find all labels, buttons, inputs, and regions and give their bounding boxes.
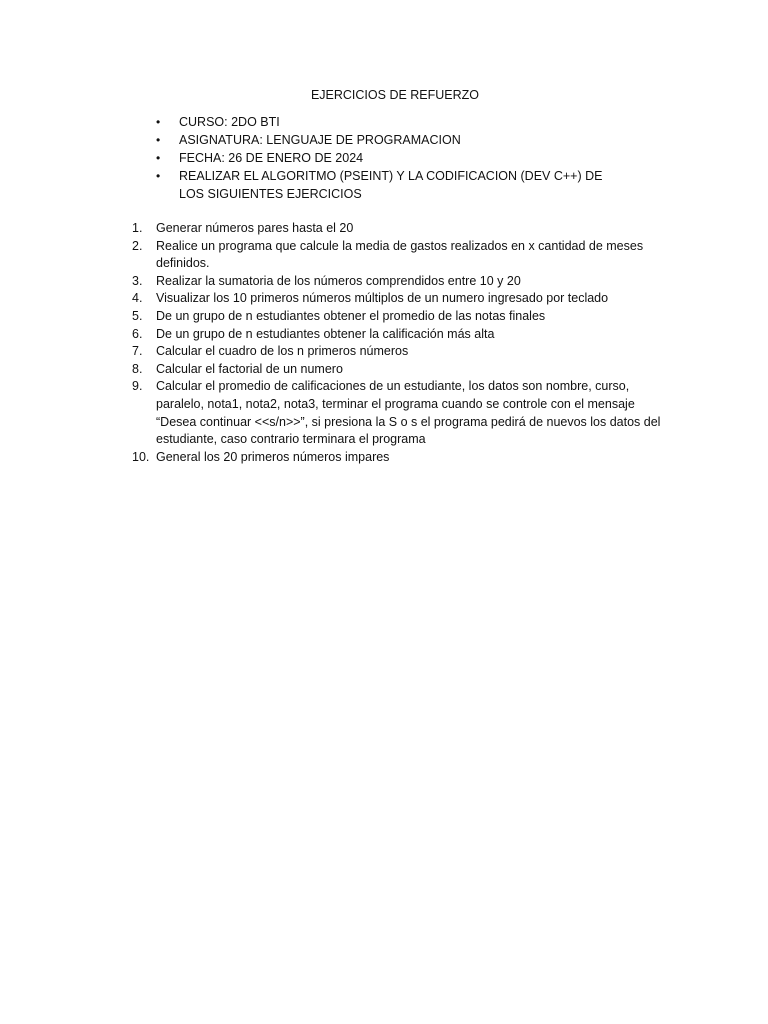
exercise-text: Realizar la sumatoria de los números comprendidos entre 10 y 20 <box>156 273 521 288</box>
exercise-number: 4. <box>132 291 143 306</box>
exercise-text: De un grupo de n estudiantes obtener la calificación más alta <box>156 326 495 341</box>
exercise-item <box>132 220 662 238</box>
course-info-text: FECHA: 26 DE ENERO DE 2024 <box>179 151 364 165</box>
exercise-text: General los 20 primeros números impares <box>156 449 390 464</box>
exercise-number: 1. <box>132 221 143 235</box>
exercise-text: Realice un programa que calcule la media de gastos realizados en x cantidad de meses definidos. <box>156 238 644 271</box>
exercise-item <box>132 343 662 361</box>
course-info-text: CURSO: 2DO BTI <box>179 115 280 129</box>
exercise-item <box>132 449 662 467</box>
bullet-icon: • <box>156 115 161 129</box>
exercise-text: Generar números pares hasta el 20 <box>156 221 354 235</box>
course-info-text: REALIZAR EL ALGORITMO (PSEINT) Y LA CODIFICACION (DEV C++) DE LOS SIGUIENTES EJERCICIOS <box>179 169 603 201</box>
exercise-text: Visualizar los 10 primeros números múltiplos de un numero ingresado por teclado <box>156 291 609 306</box>
exercise-number: 5. <box>132 308 143 323</box>
exercise-item <box>132 361 662 379</box>
exercise-number: 2. <box>132 238 143 253</box>
course-info-item <box>156 131 616 149</box>
exercise-text: De un grupo de n estudiantes obtener el promedio de las notas finales <box>156 308 546 323</box>
course-info-item <box>156 113 616 131</box>
exercise-number: 7. <box>132 344 143 359</box>
exercise-number: 8. <box>132 361 143 376</box>
bullet-icon: • <box>156 133 161 147</box>
course-info-item <box>156 149 616 167</box>
bullet-icon: • <box>156 151 161 165</box>
bullet-icon: • <box>156 169 161 183</box>
exercise-number: 10. <box>132 449 150 464</box>
course-info-list <box>156 113 616 203</box>
exercise-number: 9. <box>132 379 143 394</box>
exercise-item <box>132 308 662 326</box>
exercise-item <box>132 273 662 291</box>
exercise-item <box>132 290 662 308</box>
exercise-text: Calcular el factorial de un numero <box>156 361 343 376</box>
exercise-item <box>132 326 662 344</box>
exercise-item <box>132 238 662 273</box>
exercise-number: 6. <box>132 326 143 341</box>
course-info-item <box>156 167 616 203</box>
exercise-list <box>132 220 662 466</box>
exercise-text: Calcular el promedio de calificaciones de un estudiante, los datos son nombre, curso, paralelo, nota1, nota2, nota3, terminar el programa cuando se controle con el mensaje “Desea continuar <<s/n>>”, si presiona la S o s el programa pedirá de nuevos los datos del estudiante, caso contrario terminara el programa <box>156 379 661 447</box>
exercise-text: Calcular el cuadro de los n primeros números <box>156 344 409 359</box>
course-info-text: ASIGNATURA: LENGUAJE DE PROGRAMACION <box>179 133 461 147</box>
document-title: EJERCICIOS DE REFUERZO <box>310 88 480 102</box>
exercise-item <box>132 378 662 448</box>
exercise-number: 3. <box>132 273 143 288</box>
